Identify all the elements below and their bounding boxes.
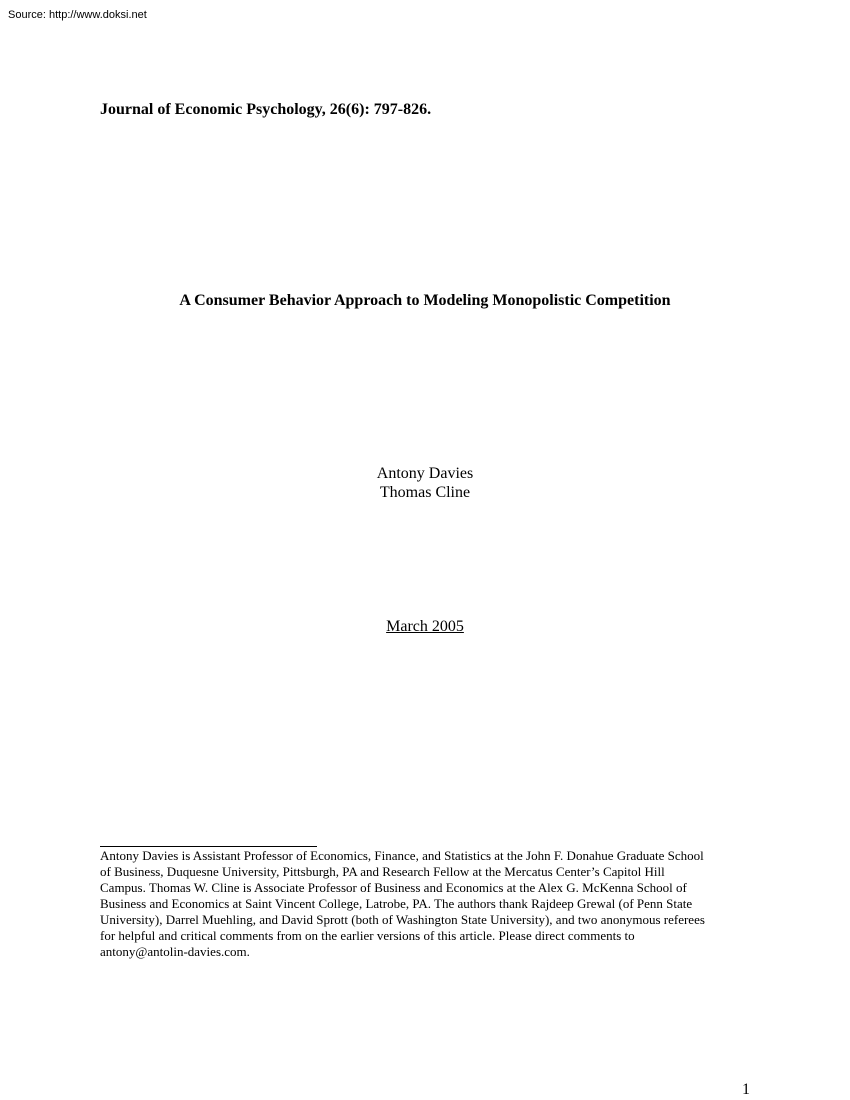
footnote-line: Business and Economics at Saint Vincent College, Latrobe, PA. The authors thank Rajdeep Grewal (of Penn State xyxy=(100,896,693,911)
footnote-line: Campus. Thomas W. Cline is Associate Professor of Business and Economics at the Alex G. McKenna School of xyxy=(100,880,687,895)
publication-date xyxy=(0,618,850,636)
author-list xyxy=(0,464,850,502)
footnote-line: Antony Davies is Assistant Professor of Economics, Finance, and Statistics at the John F. Donahue Graduate School xyxy=(100,848,704,863)
author-footnote xyxy=(100,848,760,960)
date-text: March 2005 xyxy=(386,618,464,635)
author-name: Thomas Cline xyxy=(379,484,471,501)
source-watermark: Source: http://www.doksi.net xyxy=(8,9,147,21)
paper-title: A Consumer Behavior Approach to Modeling Monopolistic Competition xyxy=(179,292,671,309)
author-name: Antony Davies xyxy=(376,465,474,482)
footnote-line: antony@antolin-davies.com. xyxy=(100,944,250,959)
page-number: 1 xyxy=(742,1081,750,1098)
footnote-line: of Business, Duquesne University, Pittsburgh, PA and Research Fellow at the Mercatus Center’s Capitol Hill xyxy=(100,864,665,879)
footnote-line: for helpful and critical comments from on the earlier versions of this article. Please direct comments to xyxy=(100,928,635,943)
footnote-divider xyxy=(100,846,317,847)
footnote-line: University), Darrel Muehling, and David Sprott (both of Washington State University), and two anonymous referees xyxy=(100,912,705,927)
journal-citation: Journal of Economic Psychology, 26(6): 797-826. xyxy=(100,101,432,118)
